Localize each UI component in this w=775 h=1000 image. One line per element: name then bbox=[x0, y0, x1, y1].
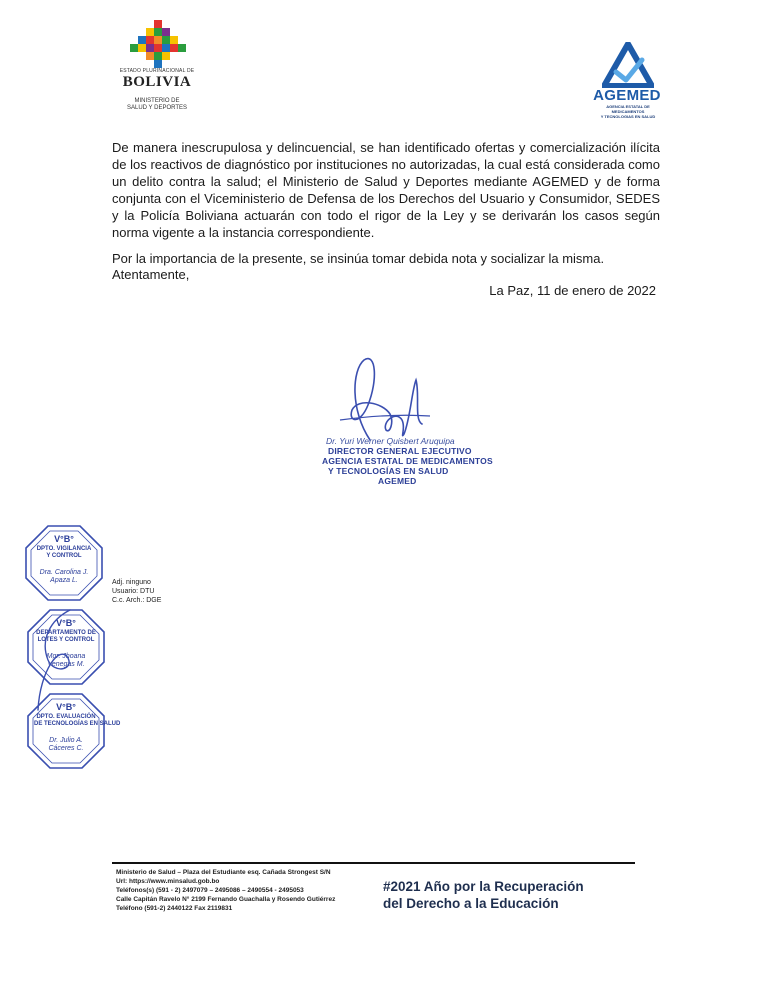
agemed-subtitle-line-1: AGENCIA ESTATAL DE MEDICAMENTOS bbox=[606, 104, 650, 114]
seal-officer-line-1: Dra. Carolina J. bbox=[39, 569, 89, 576]
footer-address-2: Calle Capitán Ravelo N° 2199 Fernando Guachalla y Rosendo Gutiérrez bbox=[116, 896, 336, 903]
seal-department-line-2: LOTES Y CONTROL bbox=[37, 637, 95, 643]
letter-date: La Paz, 11 de enero de 2022 bbox=[489, 283, 656, 298]
seal-officer-line-2: Cáceres C. bbox=[48, 745, 84, 752]
annotation-cc: C.c. Arch.: DGE bbox=[112, 597, 162, 604]
seal-department bbox=[32, 546, 96, 560]
agemed-name: AGEMED bbox=[593, 87, 661, 104]
seal-officer-line-1: Mgr. Jhoana bbox=[46, 653, 86, 660]
body-paragraph-2: Por la importancia de la presente, se insinúa tomar debida nota y socializar la misma. bbox=[112, 251, 605, 266]
seal-department-line-1: DPTO. EVALUACIÓN bbox=[36, 714, 96, 720]
initials-scribble bbox=[20, 600, 90, 720]
agemed-subtitle-line-2: Y TECNOLOGIAS EN SALUD bbox=[600, 114, 656, 119]
chakana-mosaic-icon bbox=[126, 20, 190, 68]
seal-vb: V°B° bbox=[56, 618, 76, 628]
seal-department-line-1: DEPARTAMENTO DE bbox=[36, 630, 96, 636]
footer-phones: Teléfonos(s) (591 - 2) 2497079 – 2495086 – 2490554 - 2495053 bbox=[116, 887, 304, 894]
signatory-title: DIRECTOR GENERAL EJECUTIVO bbox=[328, 446, 472, 456]
footer-phone-2: Teléfono (591-2) 2440122 Fax 2119831 bbox=[116, 905, 233, 912]
state-label: ESTADO PLURINACIONAL DE bbox=[119, 68, 195, 74]
footer-slogan bbox=[383, 878, 584, 912]
signatory-agency: AGENCIA ESTATAL DE MEDICAMENTOS bbox=[322, 456, 493, 466]
footer-url: Url: https://www.minsalud.gob.bo bbox=[116, 878, 220, 885]
agemed-subtitle bbox=[590, 104, 666, 119]
body-paragraph-1: De manera inescrupulosa y delincuencial, se han identificado ofertas y comercialización ilícita de los reactivos de diagnóstico por instituciones no autorizadas, la cual está considerada como un delito contra la salud; el Ministerio de Salud y Deportes mediante AGEMED y de forma conjunta con el Viceministerio de Defensa de los Derechos del Usuario y Consumidor, SEDES y la Policía Boliviana actuarán con todo el rigor de la Ley y se derivarán los casos según norma vigente a la instancia correspondiente. bbox=[112, 140, 660, 240]
seal-officer-line-2: Apaza L. bbox=[50, 577, 78, 584]
document-annotations bbox=[112, 578, 161, 605]
seal-department-line-1: DPTO. VIGILANCIA bbox=[36, 546, 92, 552]
footer-address: Ministerio de Salud – Plaza del Estudiante esq. Cañada Strongest S/N bbox=[116, 869, 331, 876]
closing: Atentamente, bbox=[112, 267, 190, 282]
seal-officer bbox=[32, 569, 96, 585]
seal-officer bbox=[34, 737, 98, 753]
seal-officer-line-2: Venegas M. bbox=[47, 661, 85, 668]
slogan-line-2: del Derecho a la Educación bbox=[383, 896, 559, 911]
ministry-line-2: SALUD Y DEPORTES bbox=[126, 105, 188, 111]
seal-department-line-2: DE TECNOLOGÍAS EN SALUD bbox=[34, 721, 121, 727]
signatory-agency-2: Y TECNOLOGÍAS EN SALUD bbox=[328, 466, 449, 476]
ministry-logo bbox=[112, 18, 202, 111]
seal-department-line-2: Y CONTROL bbox=[46, 553, 82, 559]
signature-scribble bbox=[330, 350, 440, 450]
footer-contact bbox=[116, 868, 335, 913]
seal-officer-line-1: Dr. Julio A. bbox=[49, 737, 83, 744]
agemed-triangle-icon bbox=[602, 42, 654, 88]
slogan-line-1: #2021 Año por la Recuperación bbox=[383, 879, 584, 894]
seal-vb: V°B° bbox=[54, 534, 74, 544]
annotation-attachments: Adj. ninguno bbox=[112, 579, 151, 586]
agemed-logo bbox=[588, 42, 668, 122]
signatory-agency-acronym: AGEMED bbox=[378, 476, 417, 486]
signatory-name: Dr. Yuri Werner Quisbert Aruquipa bbox=[326, 436, 455, 446]
ministry-line-1: MINISTERIO DE bbox=[134, 98, 180, 104]
annotation-user: Usuario: DTU bbox=[112, 588, 155, 595]
approval-seal-vigilancia bbox=[24, 524, 104, 602]
footer-divider bbox=[112, 862, 635, 864]
country-name: BOLIVIA bbox=[122, 74, 192, 90]
ministry-name bbox=[112, 98, 202, 112]
signature-stamp bbox=[318, 436, 493, 486]
seal-vb: V°B° bbox=[56, 702, 76, 712]
